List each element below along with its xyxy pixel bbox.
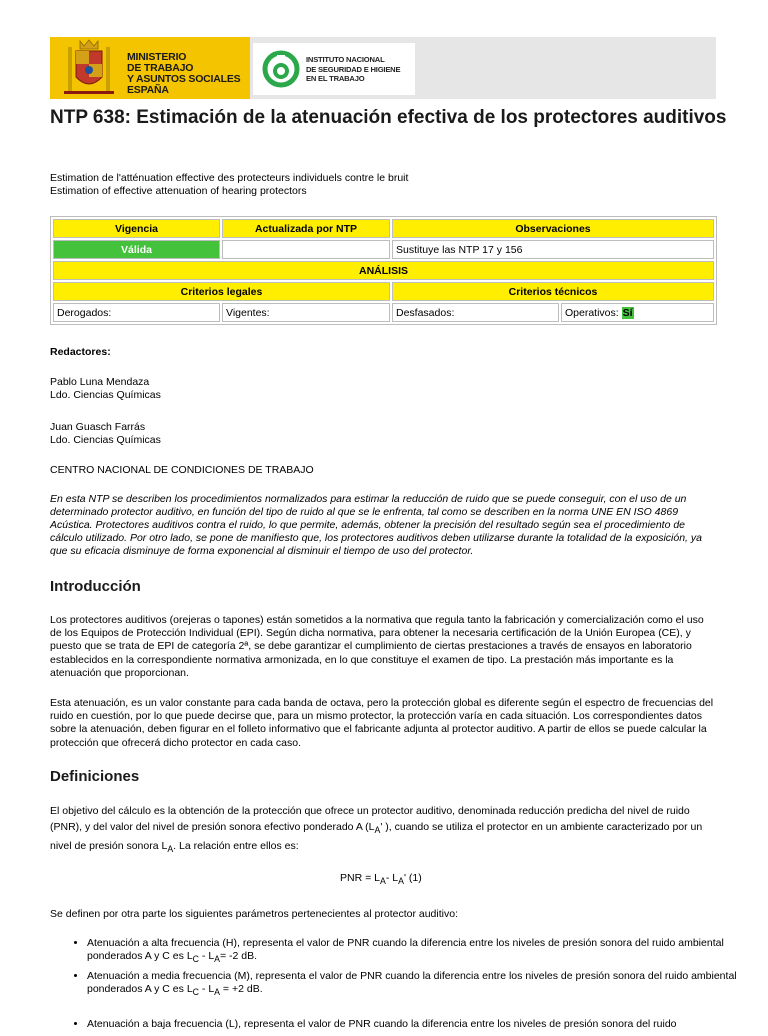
vigencia-value: Válida <box>53 240 220 259</box>
subscript: A <box>398 876 404 887</box>
author-2 <box>50 421 161 446</box>
list-item <box>87 970 754 998</box>
subscript: A <box>374 825 381 836</box>
header-actualizada: Actualizada por NTP <box>222 219 390 238</box>
formula-pnr <box>340 872 422 886</box>
list-item <box>87 937 754 965</box>
alternate-titles <box>50 172 408 197</box>
criterios-tecnicos-header: Criterios técnicos <box>392 282 714 301</box>
subscript: C <box>192 986 199 997</box>
text-fragment: - L <box>385 872 399 884</box>
author-title: Ldo. Ciencias Químicas <box>50 388 161 401</box>
author-name: Pablo Luna Mendaza <box>50 376 150 388</box>
actualizada-value <box>222 240 390 259</box>
list-item: • Atenuación a baja frecuencia (L), representa el valor de PNR cuando la diferencia entre los niveles de presión sonora del ruido <box>87 1018 754 1031</box>
operativos-cell <box>561 303 714 322</box>
subscript: A <box>379 876 386 887</box>
subscript: A <box>214 953 220 964</box>
author-title: Ldo. Ciencias Químicas <box>50 433 161 446</box>
vigentes-cell: Vigentes: <box>222 303 390 322</box>
text-fragment: = +2 dB. <box>220 982 263 995</box>
institute-line: DE SEGURIDAD E HIGIENE <box>306 64 401 74</box>
subscript: C <box>192 953 199 964</box>
ministry-line: ESPAÑA <box>127 84 169 96</box>
abstract: En esta NTP se describen los procedimientos normalizados para estimar la reducción de ruido que se puede conseguir, con el uso de un determinado protector auditivo, en función del tipo de ruido al que se le enfrenta, tal como se describen en la norma UNE EN ISO 4869 Acústica. Protectores auditivos contra el ruido, lo que permite, además, obtener la precisión del resultado según sea el procedimiento de cálculo utilizado. Por otro lado, se pone de manifiesto que, los protectores auditivos deben utilizarse durante la totalidad de la exposición, ya que su eficacia disminuye de forma exponencial al disminuir el tiempo de uso del protector. <box>50 493 702 557</box>
text-fragment: ' ), cuando se utiliza el protector en un ambiente caracterizado por un nivel de presión sonora L <box>50 821 703 853</box>
desfasados-cell: Desfasados: <box>392 303 559 322</box>
operativos-label: Operativos: <box>565 306 619 319</box>
text-fragment: PNR = L <box>340 872 380 884</box>
coat-of-arms-icon <box>54 37 124 99</box>
status-table <box>50 216 717 325</box>
intro-paragraph-1: Los protectores auditivos (orejeras o tapones) están sometidos a la normativa que regula tanto la fabricación y comercialización como el uso de los Equipos de Protección Individual (EPI). Según dicha normativa, para obtener la necesaria certificación de la Unión Europea (CE), y puesto que se trata de EPI de categoría 2ª, se debe garantizar el cumplimiento de ciertas prestaciones a través de ensayos en laboratorio establecidos en la correspondiente normativa armonizada, en lo que constituye el examen de tipo. La prestación más importante es la atenuación que proporcionan. <box>50 614 704 679</box>
subscript: A <box>167 844 174 855</box>
author-1 <box>50 376 161 401</box>
parameter-list <box>50 937 754 1036</box>
definitions-heading: Definiciones <box>50 768 140 785</box>
ministry-line: MINISTERIO <box>127 51 187 63</box>
subscript: A <box>214 986 220 997</box>
intro-heading: Introducción <box>50 578 141 595</box>
text-fragment: = -2 dB. <box>220 949 258 962</box>
header-observaciones: Observaciones <box>392 219 714 238</box>
text-fragment: Atenuación a media frecuencia (M), representa el valor de PNR cuando la diferencia entre los niveles de presión sonora del ruido ambiental ponderados A y C es L <box>87 970 737 995</box>
text-fragment: ' (1) <box>403 872 422 884</box>
definitions-paragraph-1 <box>50 803 717 857</box>
intro-paragraph-2: Esta atenuación, es un valor constante para cada banda de octava, pero la protección global es diferente según el espectro de frecuencias del ruido en cuestión, por lo que puede decirse que, para un mismo protector, la protección varía en cada situación. Los correspondientes datos sobre la atenuación, deben figurar en el folleto informativo que el fabricante adjunta al protector auditivo. A partir de ellos se puede calcular la protección que ofrecerá dicho protector en cada caso. <box>50 697 714 749</box>
authors-heading: Redactores: <box>50 346 111 358</box>
page-title: NTP 638: Estimación de la atenuación efectiva de los protectores auditivos <box>50 107 727 128</box>
observaciones-value: Sustituye las NTP 17 y 156 <box>392 240 714 259</box>
author-name: Juan Guasch Farrás <box>50 421 146 433</box>
center-name: CENTRO NACIONAL DE CONDICIONES DE TRABAJO <box>50 464 314 476</box>
text-fragment: - L <box>198 949 215 962</box>
text-fragment: . La relación entre ellos es: <box>173 840 299 853</box>
text-fragment: - L <box>198 982 215 995</box>
institute-line: EN EL TRABAJO <box>306 74 365 83</box>
definitions-paragraph-2: Se definen por otra parte los siguientes parámetros pertenecientes al protector auditivo: <box>50 908 458 920</box>
text-fragment: El objetivo del cálculo es la obtención de la protección que ofrece un protector auditivo, denominada reducción predicha del nivel de ruido (PNR), y del valor del nivel de presión sonora efectivo ponderado A (L <box>50 805 690 833</box>
derogados-cell: Derogados: <box>53 303 220 322</box>
ministry-name <box>127 52 240 96</box>
ministry-line: Y ASUNTOS SOCIALES <box>127 73 241 85</box>
header-vigencia: Vigencia <box>53 219 220 238</box>
institute-line: INSTITUTO NACIONAL <box>306 55 385 64</box>
institute-name <box>306 55 400 84</box>
criterios-legales-header: Criterios legales <box>53 282 390 301</box>
ministry-line: DE TRABAJO <box>127 62 194 74</box>
subtitle-en: Estimation of effective attenuation of hearing protectors <box>50 184 307 197</box>
subtitle-fr: Estimation de l'atténuation effective des protecteurs individuels contre le bruit <box>50 172 409 184</box>
institute-emblem-icon <box>261 49 301 89</box>
analisis-header: ANÁLISIS <box>53 261 714 280</box>
text-fragment: Atenuación a alta frecuencia (H), representa el valor de PNR cuando la diferencia entre los niveles de presión sonora del ruido ambiental ponderados A y C es L <box>87 937 724 962</box>
operativos-value: Sí <box>622 306 633 319</box>
